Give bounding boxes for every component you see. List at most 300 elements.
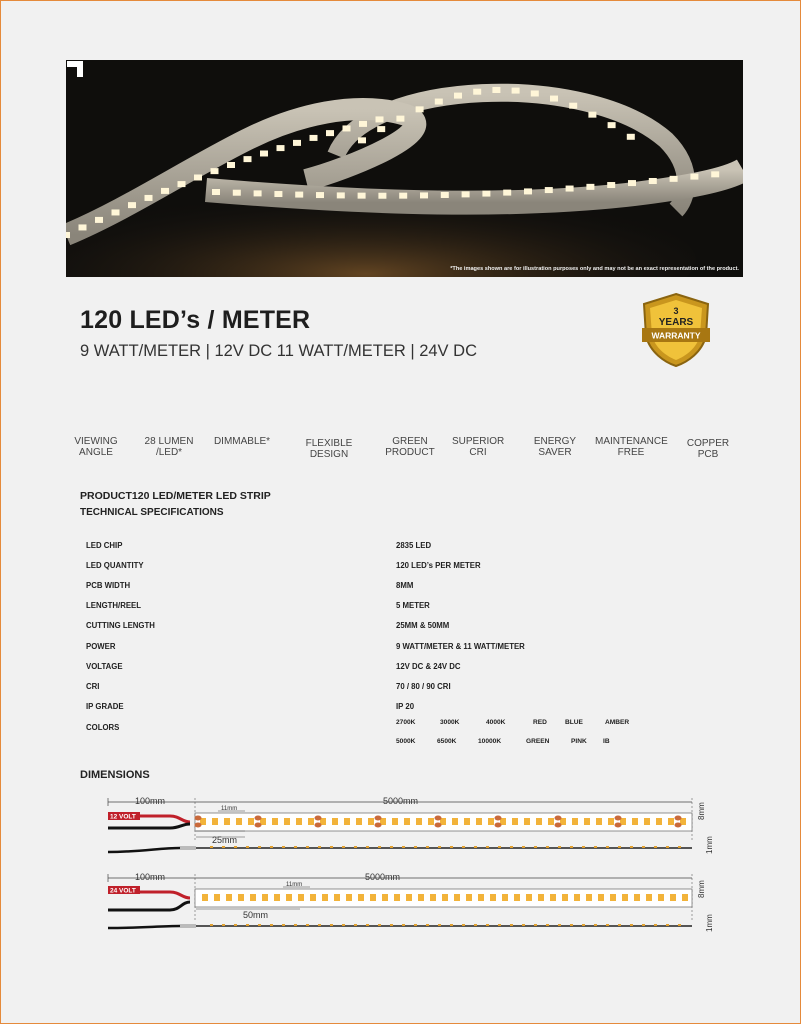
- led-chip-icon: [236, 818, 242, 825]
- hero-led-icon: [95, 217, 103, 223]
- led-chip-side-icon: [606, 846, 609, 848]
- hero-led-icon: [359, 121, 367, 127]
- led-chip-side-icon: [570, 924, 573, 926]
- led-chip-side-icon: [522, 924, 525, 926]
- copper-pad-icon: [315, 823, 322, 828]
- led-chip-icon: [368, 818, 374, 825]
- led-chip-side-icon: [246, 846, 249, 848]
- spec-row: [0, 541, 801, 555]
- led-chip-side-icon: [522, 846, 525, 848]
- color-option: 4000K: [486, 719, 506, 726]
- led-chip-icon: [296, 818, 302, 825]
- copper-pad-icon: [255, 823, 262, 828]
- led-chip-side-icon: [498, 924, 501, 926]
- spec-label: COLORS: [86, 723, 120, 732]
- spec-value: 12V DC & 24V DC: [396, 662, 461, 671]
- voltage-label-24v: 24 VOLT: [110, 887, 136, 895]
- led-chip-side-icon: [378, 924, 381, 926]
- spec-value: 8MM: [396, 581, 414, 590]
- led-chip-icon: [658, 894, 664, 901]
- hero-led-icon: [396, 116, 404, 122]
- led-chip-icon: [428, 818, 434, 825]
- hero-led-icon: [244, 156, 252, 162]
- feature-viewing-angle: VIEWING ANGLE: [74, 436, 118, 458]
- led-chip-icon: [548, 818, 554, 825]
- feature-energy-saver: ENERGY SAVER: [533, 436, 577, 458]
- led-chip-icon: [370, 894, 376, 901]
- led-chip-side-icon: [450, 924, 453, 926]
- spec-value: 2835 LED: [396, 541, 432, 550]
- copper-pad-icon: [675, 823, 682, 828]
- led-chip-side-icon: [462, 924, 465, 926]
- dim-12v-cut: 25mm: [212, 835, 238, 845]
- dim-12v-length: 5000mm: [383, 796, 419, 806]
- hero-led-icon: [337, 192, 345, 198]
- hero-led-icon: [649, 178, 657, 184]
- led-chip-icon: [250, 894, 256, 901]
- led-chip-icon: [224, 818, 230, 825]
- led-chip-icon: [526, 894, 532, 901]
- hero-led-icon: [441, 192, 449, 198]
- led-chip-side-icon: [222, 924, 225, 926]
- led-chip-side-icon: [234, 846, 237, 848]
- led-chip-side-icon: [366, 846, 369, 848]
- led-chip-side-icon: [378, 846, 381, 848]
- image-disclaimer: *The images shown are for illustration purposes only and may not be an exact representation of the product.: [450, 266, 739, 272]
- hero-led-icon: [212, 189, 220, 195]
- led-chip-icon: [416, 818, 422, 825]
- led-chip-side-icon: [642, 846, 645, 848]
- hero-led-icon: [343, 125, 351, 131]
- feature-lumen: 28 LUMEN /LED*: [144, 436, 194, 458]
- color-option: 10000K: [478, 738, 502, 745]
- led-strip-photo: [66, 60, 743, 277]
- led-chip-side-icon: [354, 846, 357, 848]
- led-chip-side-icon: [474, 846, 477, 848]
- led-chip-side-icon: [438, 924, 441, 926]
- led-chip-side-icon: [306, 846, 309, 848]
- led-chip-icon: [622, 894, 628, 901]
- warranty-badge: [640, 292, 712, 368]
- color-option: 6500K: [437, 738, 457, 745]
- led-chip-icon: [226, 894, 232, 901]
- spec-row: [0, 682, 801, 696]
- hero-led-icon: [377, 126, 385, 132]
- hero-led-icon: [512, 88, 520, 94]
- led-chip-side-icon: [330, 846, 333, 848]
- led-chip-icon: [262, 894, 268, 901]
- led-chip-icon: [466, 894, 472, 901]
- led-chip-icon: [464, 818, 470, 825]
- led-chip-side-icon: [294, 924, 297, 926]
- led-chip-side-icon: [270, 924, 273, 926]
- led-chip-side-icon: [558, 924, 561, 926]
- led-chip-icon: [238, 894, 244, 901]
- led-chip-side-icon: [594, 924, 597, 926]
- hero-led-icon: [550, 96, 558, 102]
- spec-product-heading: PRODUCT120 LED/METER LED STRIP: [80, 490, 271, 502]
- dim-24v-lead: 100mm: [135, 872, 166, 882]
- led-chip-icon: [514, 894, 520, 901]
- copper-pad-icon: [375, 816, 382, 821]
- dim-24v-length: 5000mm: [365, 872, 401, 882]
- hero-led-icon: [670, 176, 678, 182]
- led-chip-icon: [550, 894, 556, 901]
- led-chip-icon: [308, 818, 314, 825]
- copper-pad-icon: [555, 816, 562, 821]
- led-chip-side-icon: [498, 846, 501, 848]
- led-chip-icon: [430, 894, 436, 901]
- led-chip-icon: [394, 894, 400, 901]
- copper-pad-icon: [495, 816, 502, 821]
- led-chip-side-icon: [594, 846, 597, 848]
- hero-led-icon: [211, 168, 219, 174]
- color-option: 3000K: [440, 719, 460, 726]
- hero-led-icon: [492, 87, 500, 93]
- led-chip-side-icon: [642, 924, 645, 926]
- led-chip-side-icon: [246, 924, 249, 926]
- spec-label: LENGTH/REEL: [86, 601, 142, 610]
- hero-led-icon: [711, 171, 719, 177]
- copper-pad-icon: [615, 816, 622, 821]
- spec-row: [0, 642, 801, 656]
- product-subtitle: 9 WATT/METER | 12V DC 11 WATT/METER | 24V DC: [80, 342, 477, 360]
- color-option: BLUE: [565, 719, 583, 726]
- led-chip-icon: [572, 818, 578, 825]
- led-chip-side-icon: [234, 924, 237, 926]
- led-chip-side-icon: [414, 924, 417, 926]
- strip-12v-diagram: [108, 796, 714, 854]
- led-chip-side-icon: [402, 924, 405, 926]
- led-chip-icon: [584, 818, 590, 825]
- spec-value: 25MM & 50MM: [396, 621, 450, 630]
- dim-24v-pitch: 11mm: [286, 882, 303, 888]
- hero-led-icon: [254, 190, 262, 196]
- spec-label: VOLTAGE: [86, 662, 123, 671]
- led-chip-icon: [406, 894, 412, 901]
- spec-value: 5 METER: [396, 601, 430, 610]
- copper-pad-icon: [195, 823, 202, 828]
- led-chip-side-icon: [534, 924, 537, 926]
- hero-led-icon: [608, 122, 616, 128]
- led-chip-side-icon: [282, 924, 285, 926]
- led-chip-side-icon: [330, 924, 333, 926]
- product-title: 120 LED’s / METER: [80, 306, 311, 334]
- led-chip-icon: [668, 818, 674, 825]
- color-option: IB: [603, 738, 610, 745]
- hero-led-icon: [588, 112, 596, 118]
- led-chip-icon: [586, 894, 592, 901]
- led-chip-icon: [670, 894, 676, 901]
- led-chip-icon: [356, 818, 362, 825]
- hero-led-icon: [399, 193, 407, 199]
- feature-green-product: GREEN PRODUCT: [385, 436, 435, 458]
- led-chip-side-icon: [306, 924, 309, 926]
- hero-led-icon: [277, 145, 285, 151]
- spec-row: [0, 581, 801, 595]
- dim-24v-thickness: 1mm: [705, 914, 714, 932]
- hero-led-icon: [569, 103, 577, 109]
- spec-row: [0, 702, 801, 716]
- spec-technical-heading: TECHNICAL SPECIFICATIONS: [80, 507, 224, 518]
- led-chip-icon: [538, 894, 544, 901]
- led-chip-icon: [608, 818, 614, 825]
- copper-pad-icon: [435, 823, 442, 828]
- copper-pad-icon: [435, 816, 442, 821]
- hero-led-icon: [79, 224, 87, 230]
- led-chip-side-icon: [546, 924, 549, 926]
- led-chip-icon: [452, 818, 458, 825]
- hero-led-icon: [378, 193, 386, 199]
- led-chip-icon: [382, 894, 388, 901]
- spec-label: CRI: [86, 682, 100, 691]
- color-option: PINK: [571, 738, 587, 745]
- feature-flexible-design: FLEXIBLE DESIGN: [305, 438, 353, 460]
- led-chip-side-icon: [618, 846, 621, 848]
- hero-led-icon: [66, 232, 70, 238]
- led-chip-icon: [502, 894, 508, 901]
- spec-row: [0, 662, 801, 676]
- led-chip-icon: [212, 818, 218, 825]
- hero-led-icon: [627, 134, 635, 140]
- feature-maintenance-free: MAINTENANCE FREE: [595, 436, 668, 458]
- led-chip-side-icon: [630, 846, 633, 848]
- led-chip-icon: [286, 894, 292, 901]
- hero-led-icon: [462, 191, 470, 197]
- led-chip-side-icon: [618, 924, 621, 926]
- led-chip-icon: [274, 894, 280, 901]
- hero-led-icon: [531, 90, 539, 96]
- led-chip-icon: [646, 894, 652, 901]
- spec-label: IP GRADE: [86, 702, 124, 711]
- led-chip-side-icon: [342, 846, 345, 848]
- led-chip-icon: [322, 894, 328, 901]
- led-chip-side-icon: [222, 846, 225, 848]
- hero-led-icon: [112, 209, 120, 215]
- led-chip-side-icon: [654, 846, 657, 848]
- led-chip-side-icon: [390, 924, 393, 926]
- copper-pad-icon: [675, 816, 682, 821]
- led-chip-side-icon: [402, 846, 405, 848]
- led-chip-side-icon: [558, 846, 561, 848]
- led-chip-side-icon: [270, 846, 273, 848]
- spec-label: LED QUANTITY: [86, 561, 144, 570]
- hero-led-icon: [316, 192, 324, 198]
- led-chip-icon: [334, 894, 340, 901]
- hero-led-icon: [416, 106, 424, 112]
- hero-led-icon: [628, 180, 636, 186]
- led-chip-side-icon: [606, 924, 609, 926]
- led-chip-side-icon: [354, 924, 357, 926]
- led-chip-icon: [536, 818, 542, 825]
- led-chip-icon: [476, 818, 482, 825]
- led-chip-side-icon: [534, 846, 537, 848]
- led-chip-side-icon: [462, 846, 465, 848]
- color-option: GREEN: [526, 738, 550, 745]
- led-chip-icon: [682, 894, 688, 901]
- hero-led-icon: [227, 162, 235, 168]
- led-chip-icon: [644, 818, 650, 825]
- led-chip-icon: [310, 894, 316, 901]
- hero-led-icon: [454, 93, 462, 99]
- hero-led-icon: [194, 174, 202, 180]
- led-chip-side-icon: [570, 846, 573, 848]
- color-option: RED: [533, 719, 547, 726]
- led-chip-side-icon: [582, 924, 585, 926]
- dim-12v-lead: 100mm: [135, 796, 166, 806]
- hero-led-icon: [260, 150, 268, 156]
- led-chip-side-icon: [258, 924, 261, 926]
- led-chip-icon: [248, 818, 254, 825]
- spec-label: CUTTING LENGTH: [86, 621, 155, 630]
- badge-years-number: 3: [673, 306, 679, 316]
- feature-dimmable: DIMMABLE*: [213, 436, 271, 447]
- led-chip-side-icon: [282, 846, 285, 848]
- spec-value: 120 LED’s PER METER: [396, 561, 481, 570]
- hero-led-icon: [128, 202, 136, 208]
- dim-12v-width: 8mm: [697, 802, 706, 820]
- led-chip-icon: [634, 894, 640, 901]
- feature-copper-pcb: COPPER PCB: [686, 438, 730, 460]
- hero-led-icon: [293, 140, 301, 146]
- led-chip-side-icon: [654, 924, 657, 926]
- led-chip-icon: [284, 818, 290, 825]
- led-chip-side-icon: [426, 924, 429, 926]
- hero-led-icon: [473, 89, 481, 95]
- led-chip-icon: [298, 894, 304, 901]
- led-chip-icon: [442, 894, 448, 901]
- led-chip-side-icon: [582, 846, 585, 848]
- badge-years-label: YEARS: [658, 317, 694, 328]
- led-chip-side-icon: [342, 924, 345, 926]
- hero-led-icon: [690, 174, 698, 180]
- led-chip-icon: [272, 818, 278, 825]
- led-chip-side-icon: [486, 846, 489, 848]
- color-option: 2700K: [396, 719, 416, 726]
- hero-led-icon: [233, 190, 241, 196]
- led-chip-side-icon: [666, 924, 669, 926]
- led-chip-side-icon: [390, 846, 393, 848]
- led-chip-side-icon: [474, 924, 477, 926]
- spec-row: [0, 601, 801, 615]
- copper-pad-icon: [615, 823, 622, 828]
- badge-warranty-label: WARRANTY: [651, 330, 701, 341]
- dimensions-diagram: [100, 790, 730, 940]
- led-chip-icon: [512, 818, 518, 825]
- led-chip-icon: [202, 894, 208, 901]
- spec-label: POWER: [86, 642, 116, 651]
- copper-pad-icon: [255, 816, 262, 821]
- led-chip-icon: [524, 818, 530, 825]
- hero-led-icon: [607, 182, 615, 188]
- dim-24v-cut: 50mm: [243, 910, 269, 920]
- copper-pad-icon: [495, 823, 502, 828]
- dim-12v-thickness: 1mm: [705, 836, 714, 854]
- led-chip-icon: [344, 818, 350, 825]
- hero-led-icon: [420, 192, 428, 198]
- led-chip-side-icon: [438, 846, 441, 848]
- led-chip-icon: [404, 818, 410, 825]
- color-option: AMBER: [605, 719, 630, 726]
- spec-label: PCB WIDTH: [86, 581, 131, 590]
- voltage-label-12v: 12 VOLT: [110, 813, 136, 821]
- led-chip-icon: [610, 894, 616, 901]
- hero-led-icon: [358, 193, 366, 199]
- dimensions-heading: DIMENSIONS: [80, 769, 150, 781]
- led-chip-icon: [598, 894, 604, 901]
- led-chip-icon: [562, 894, 568, 901]
- hero-led-icon: [503, 190, 511, 196]
- copper-pad-icon: [375, 823, 382, 828]
- spec-label: LED CHIP: [86, 541, 123, 550]
- copper-pad-icon: [315, 816, 322, 821]
- led-chip-side-icon: [258, 846, 261, 848]
- hero-led-icon: [295, 192, 303, 198]
- led-chip-side-icon: [366, 924, 369, 926]
- led-chip-icon: [574, 894, 580, 901]
- led-chip-icon: [332, 818, 338, 825]
- led-chip-icon: [488, 818, 494, 825]
- led-chip-icon: [656, 818, 662, 825]
- dim-12v-pitch: 11mm: [221, 806, 238, 812]
- led-chip-icon: [346, 894, 352, 901]
- hero-image: [66, 60, 743, 277]
- spec-value: 9 WATT/METER & 11 WATT/METER: [396, 642, 525, 651]
- led-chip-side-icon: [678, 846, 681, 848]
- led-chip-side-icon: [486, 924, 489, 926]
- led-chip-side-icon: [450, 846, 453, 848]
- led-chip-side-icon: [294, 846, 297, 848]
- led-chip-side-icon: [318, 846, 321, 848]
- led-chip-side-icon: [426, 846, 429, 848]
- led-chip-side-icon: [318, 924, 321, 926]
- hero-led-icon: [310, 135, 318, 141]
- copper-pad-icon: [195, 816, 202, 821]
- hero-led-icon: [178, 181, 186, 187]
- led-chip-icon: [478, 894, 484, 901]
- hero-led-icon: [435, 99, 443, 105]
- spec-row: [0, 621, 801, 635]
- led-chip-icon: [632, 818, 638, 825]
- led-chip-side-icon: [510, 924, 513, 926]
- hero-led-icon: [274, 191, 282, 197]
- hero-led-icon: [586, 184, 594, 190]
- hero-led-icon: [376, 116, 384, 122]
- led-chip-side-icon: [510, 846, 513, 848]
- spec-row: [0, 561, 801, 575]
- brand-logo-icon: [66, 60, 84, 78]
- copper-pad-icon: [555, 823, 562, 828]
- hero-led-icon: [482, 191, 490, 197]
- led-chip-side-icon: [546, 846, 549, 848]
- led-chip-side-icon: [666, 846, 669, 848]
- hero-led-icon: [545, 187, 553, 193]
- led-chip-icon: [454, 894, 460, 901]
- led-chip-icon: [358, 894, 364, 901]
- spec-value: 70 / 80 / 90 CRI: [396, 682, 451, 691]
- feature-superior-cri: SUPERIOR CRI: [452, 436, 505, 458]
- led-chip-icon: [418, 894, 424, 901]
- color-option: 5000K: [396, 738, 416, 745]
- strip-24v-diagram: [108, 872, 714, 932]
- led-chip-icon: [490, 894, 496, 901]
- led-chip-side-icon: [210, 924, 213, 926]
- spec-value: IP 20: [396, 702, 415, 711]
- hero-led-icon: [161, 188, 169, 194]
- led-chip-icon: [596, 818, 602, 825]
- hero-led-icon: [524, 188, 532, 194]
- led-chip-icon: [392, 818, 398, 825]
